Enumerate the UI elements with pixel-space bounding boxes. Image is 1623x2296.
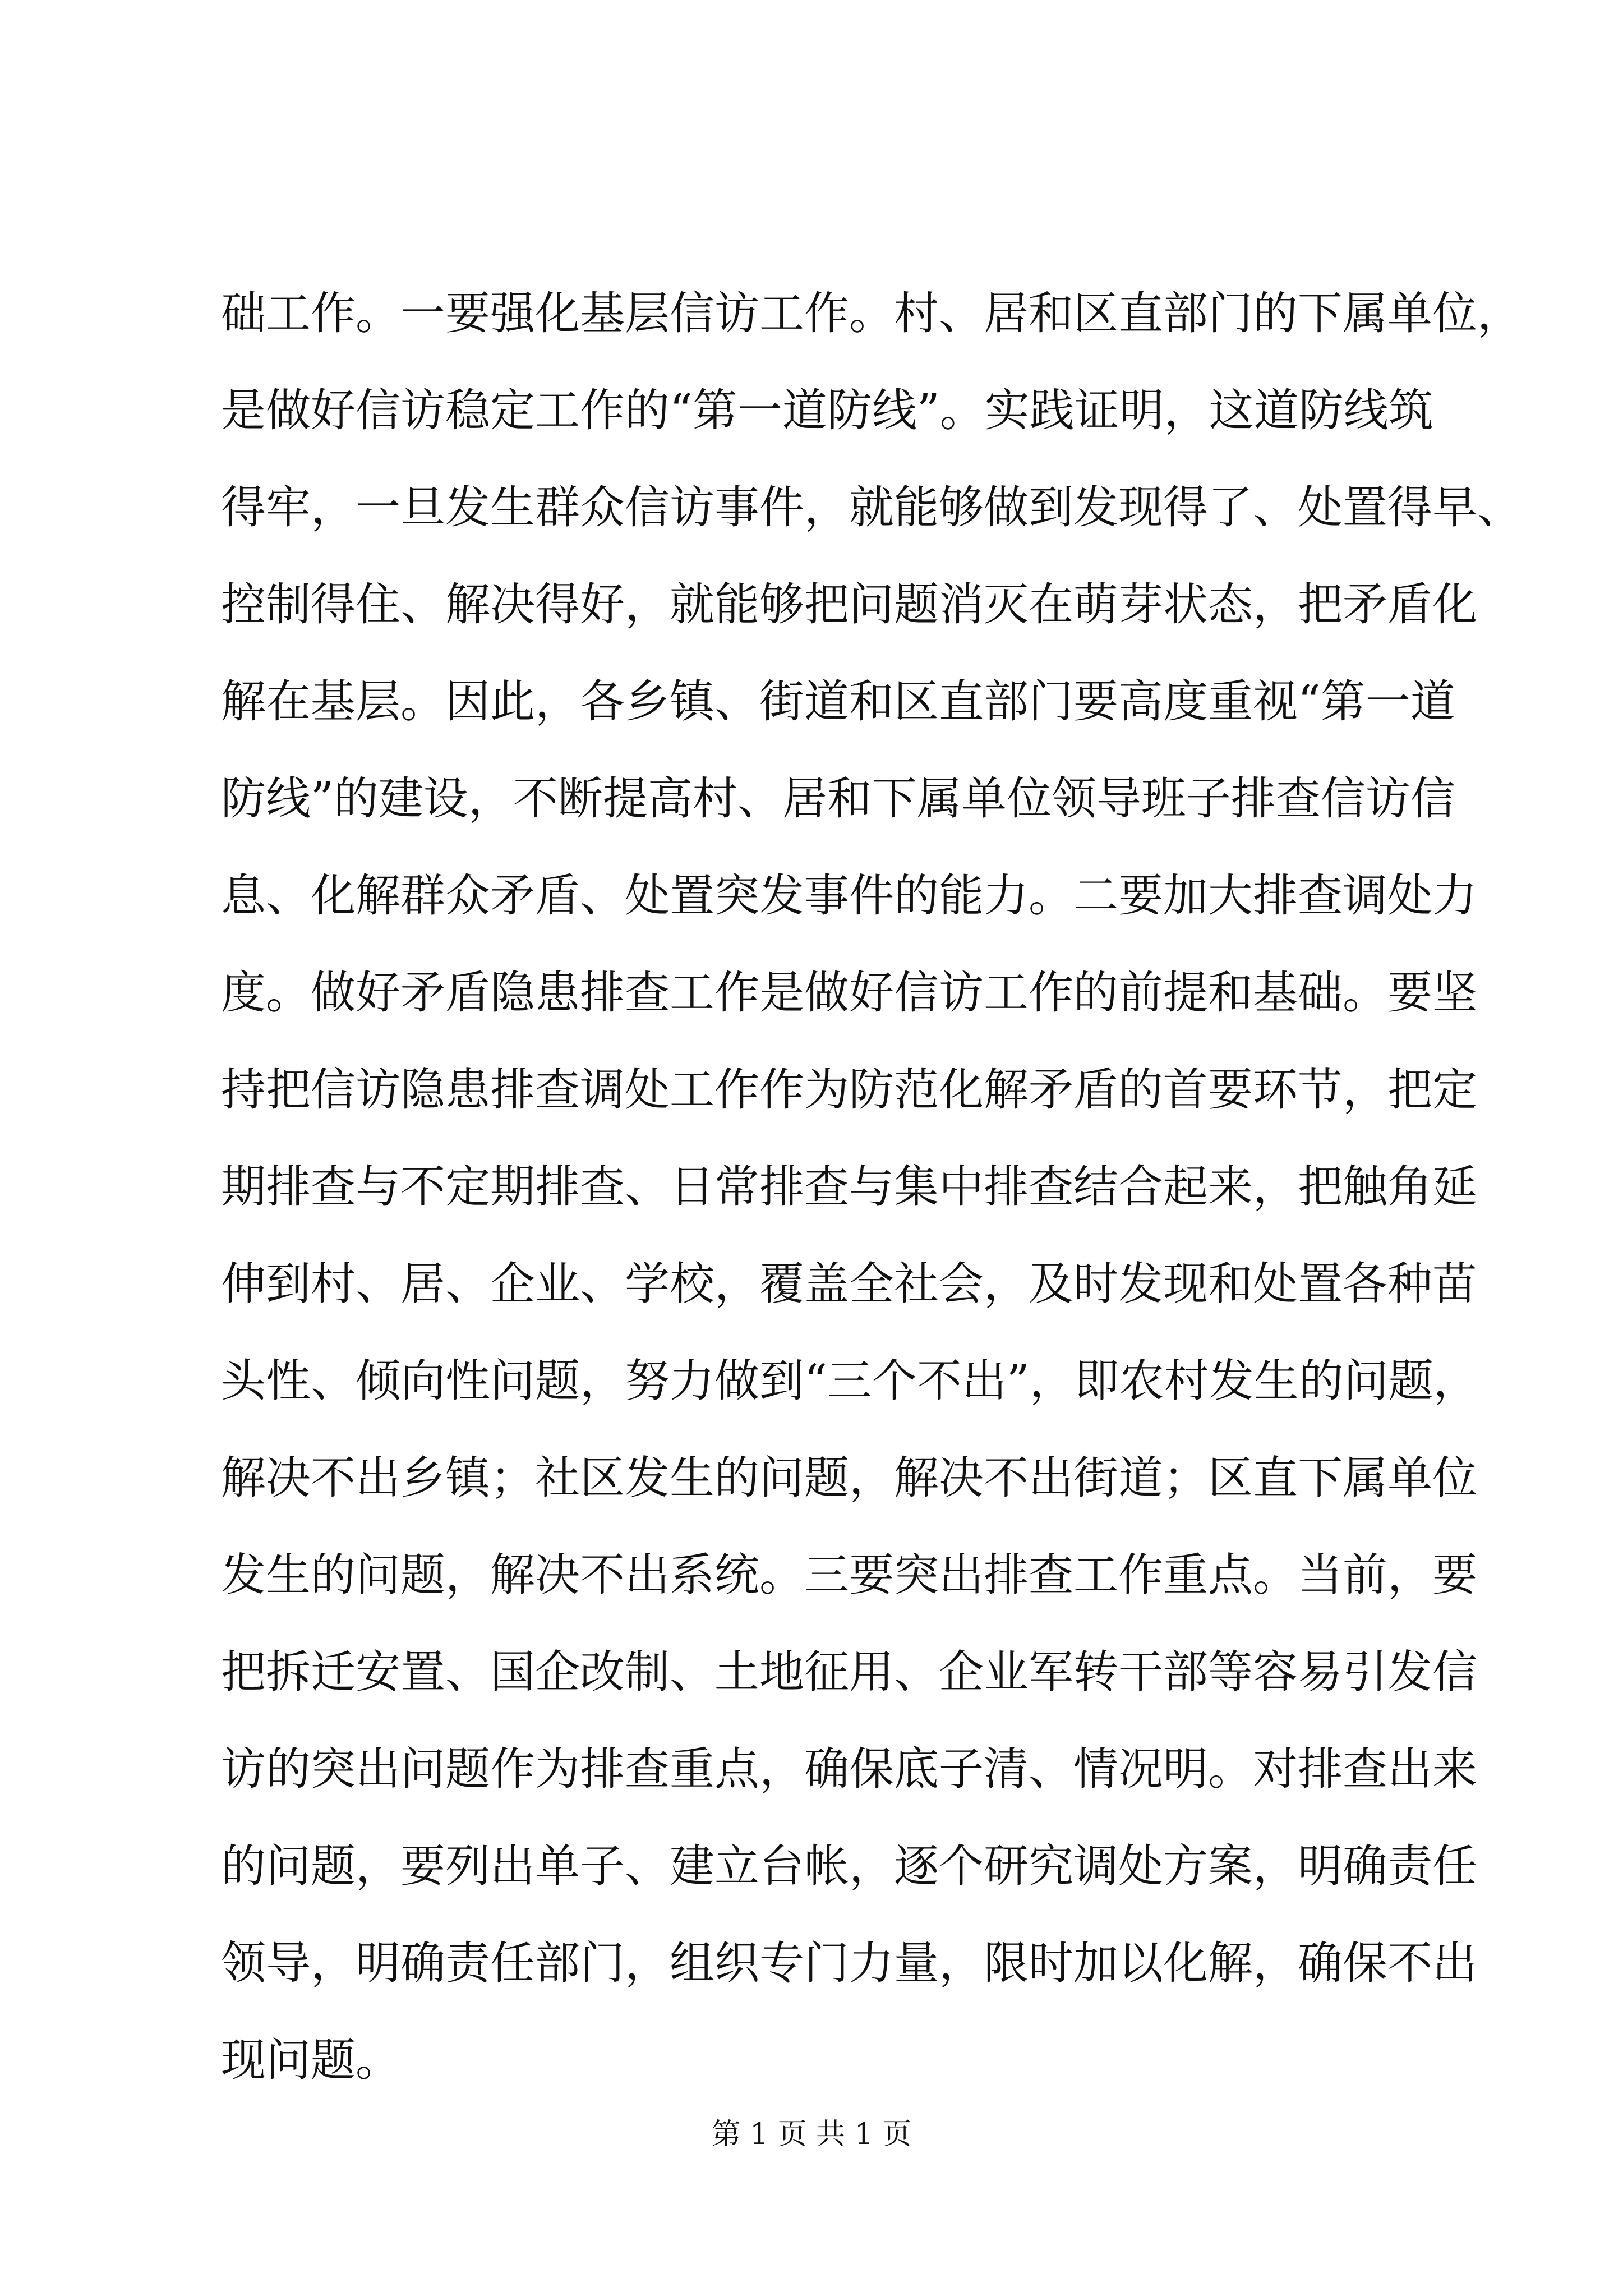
text-line: 持把信访隐患排查调处工作作为防范化解矛盾的首要环节，把定 [221, 1064, 1477, 1116]
text-line: 防线”的建设，不断提高村、居和下属单位领导班子排查信访信 [221, 772, 1455, 825]
text-line: 础工作。一要强化基层信访工作。村、居和区直部门的下属单位， [221, 287, 1522, 339]
body-paragraph [221, 265, 1522, 2109]
text-line: 解决不出乡镇；社区发生的问题，解决不出街道；区直下属单位 [221, 1452, 1477, 1504]
page-number: 第 1 页 共 1 页 [711, 2118, 912, 2151]
text-line: 发生的问题，解决不出系统。三要突出排查工作重点。当前，要 [221, 1549, 1477, 1601]
text-line: 息、化解群众矛盾、处置突发事件的能力。二要加大排查调处力 [221, 869, 1477, 922]
text-line: 是做好信访稳定工作的“第一道防线”。实践证明，这道防线筑 [221, 384, 1433, 436]
text-line: 访的突出问题作为排查重点，确保底子清、情况明。对排查出来 [221, 1743, 1477, 1795]
text-line: 领导，明确责任部门，组织专门力量，限时加以化解，确保不出 [221, 1937, 1477, 1989]
text-line: 期排查与不定期排查、日常排查与集中排查结合起来，把触角延 [221, 1161, 1477, 1213]
text-line: 头性、倾向性问题，努力做到“三个不出”，即农村发生的问题， [221, 1355, 1478, 1407]
text-line: 的问题，要列出单子、建立台帐，逐个研究调处方案，明确责任 [221, 1840, 1477, 1892]
text-line: 把拆迁安置、国企改制、土地征用、企业军转干部等容易引发信 [221, 1646, 1477, 1698]
text-line: 解在基层。因此，各乡镇、街道和区直部门要高度重视“第一道 [221, 675, 1455, 728]
text-line: 控制得住、解决得好，就能够把问题消灭在萌芽状态，把矛盾化 [221, 578, 1477, 631]
text-line: 度。做好矛盾隐患排查工作是做好信访工作的前提和基础。要坚 [221, 967, 1477, 1019]
text-line-last: 现问题。 [221, 2034, 400, 2086]
page-footer [0, 2115, 1623, 2154]
text-line: 得牢，一旦发生群众信访事件，就能够做到发现得了、处置得早、 [221, 481, 1522, 533]
text-line: 伸到村、居、企业、学校，覆盖全社会，及时发现和处置各种苗 [221, 1258, 1477, 1310]
